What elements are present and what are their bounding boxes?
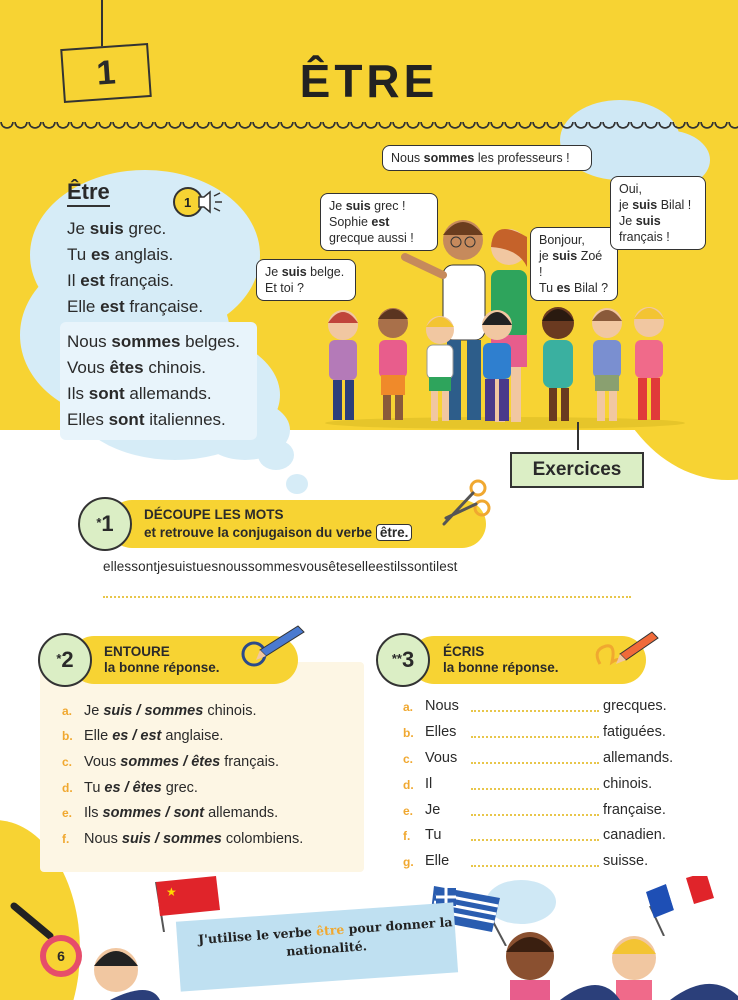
svg-text:★: ★ — [166, 885, 177, 899]
ex1-number-badge: * 1 — [78, 497, 132, 551]
conjugation-line: Elles sont italiennes. — [67, 410, 226, 429]
page-number: 6 — [57, 948, 65, 964]
ex1-instruction: et retrouve la conjugaison du verbe être. — [144, 524, 412, 541]
ex3-item[interactable]: a. Nous grecques. — [403, 698, 667, 714]
page-number-badge — [40, 935, 82, 977]
ex2-instruction: la bonne réponse. — [104, 660, 220, 675]
cloud-puff — [258, 440, 294, 470]
kid-5 — [542, 307, 574, 421]
conjugation-line: Il est français. — [67, 271, 174, 290]
ex3-number-badge: ** 3 — [376, 633, 430, 687]
scissors-icon — [438, 478, 492, 530]
speech-bubble-bilal: Oui, je suis Bilal ! Je suis français ! — [610, 176, 706, 250]
exercises-tag — [510, 452, 644, 488]
speech-bubble-belge: Je suis belge. Et toi ? — [256, 259, 356, 301]
conjugation-title: Être — [67, 179, 110, 207]
conjugation-line: Tu es anglais. — [67, 245, 174, 264]
ex1-heading: DÉCOUPE LES MOTS — [144, 507, 284, 522]
ex2-heading: ENTOURE — [104, 644, 170, 659]
ex2-item[interactable]: c. Vous sommes / êtes français. — [62, 754, 280, 770]
ex3-item[interactable]: e. Je française. — [403, 802, 666, 818]
speech-bubble-grec: Je suis grec ! Sophie est grecque aussi ! — [320, 193, 438, 251]
ex2-number-badge: * 2 — [38, 633, 92, 687]
conjugation-line: Vous êtes chinois. — [67, 358, 206, 377]
page-title: ÊTRE — [299, 55, 439, 107]
hang-string — [101, 0, 103, 50]
kid-2 — [378, 308, 408, 420]
conjugation-line: Je suis grec. — [67, 219, 167, 238]
ex2-item[interactable]: a. Je suis / sommes chinois. — [62, 703, 257, 719]
ex3-item[interactable]: c. Vous allemands. — [403, 750, 674, 766]
pencil-circle-icon — [238, 620, 308, 672]
kid-6 — [592, 308, 622, 421]
speech-bubble-teachers: Nous sommes les professeurs ! — [382, 145, 592, 171]
pencil-writing-icon — [590, 626, 660, 672]
ex3-item[interactable]: f. Tu canadien. — [403, 827, 666, 843]
ex2-item[interactable]: e. Ils sommes / sont allemands. — [62, 805, 279, 821]
audio-track-number: 1 — [184, 195, 192, 210]
ex3-item[interactable]: b. Elles fatiguées. — [403, 724, 666, 740]
exercises-string — [577, 422, 579, 450]
conjugation-line: Nous sommes belges. — [67, 332, 240, 351]
answer-line[interactable] — [103, 596, 631, 598]
kid-1 — [328, 310, 358, 420]
note-text: J'utilise le verbe être pour donner la nationalité. — [197, 914, 453, 959]
lace-border — [0, 122, 738, 138]
ex3-item[interactable]: d. Il chinois. — [403, 776, 653, 792]
chapter-number: 1 — [95, 52, 117, 93]
audio-icon[interactable] — [172, 186, 226, 218]
kid-7 — [634, 307, 664, 420]
ex2-item[interactable]: f. Nous suis / sommes colombiens. — [62, 831, 304, 847]
exercises-label: Exercices — [532, 459, 622, 480]
conjugation-line: Elle est française. — [67, 297, 204, 316]
kids-bottom-illustration — [470, 926, 738, 1000]
conjugation-line: Ils sont allemands. — [67, 384, 212, 403]
cloud-puff — [286, 474, 308, 494]
ex3-instruction: la bonne réponse. — [443, 660, 559, 675]
speech-bubble-zoe: Bonjour, je suis Zoé ! Tu es Bilal ? — [530, 227, 618, 301]
ex2-item[interactable]: b. Elle es / est anglaise. — [62, 728, 224, 744]
kid-bottom-left — [80, 938, 160, 1000]
ex3-heading: ÉCRIS — [443, 644, 485, 659]
ex2-item[interactable]: d. Tu es / êtes grec. — [62, 780, 198, 796]
word-string: ellessontjesuistuesnoussommesvousêteselleestilssontilest — [103, 559, 458, 574]
ex3-item[interactable]: g. Elle suisse. — [403, 853, 649, 869]
